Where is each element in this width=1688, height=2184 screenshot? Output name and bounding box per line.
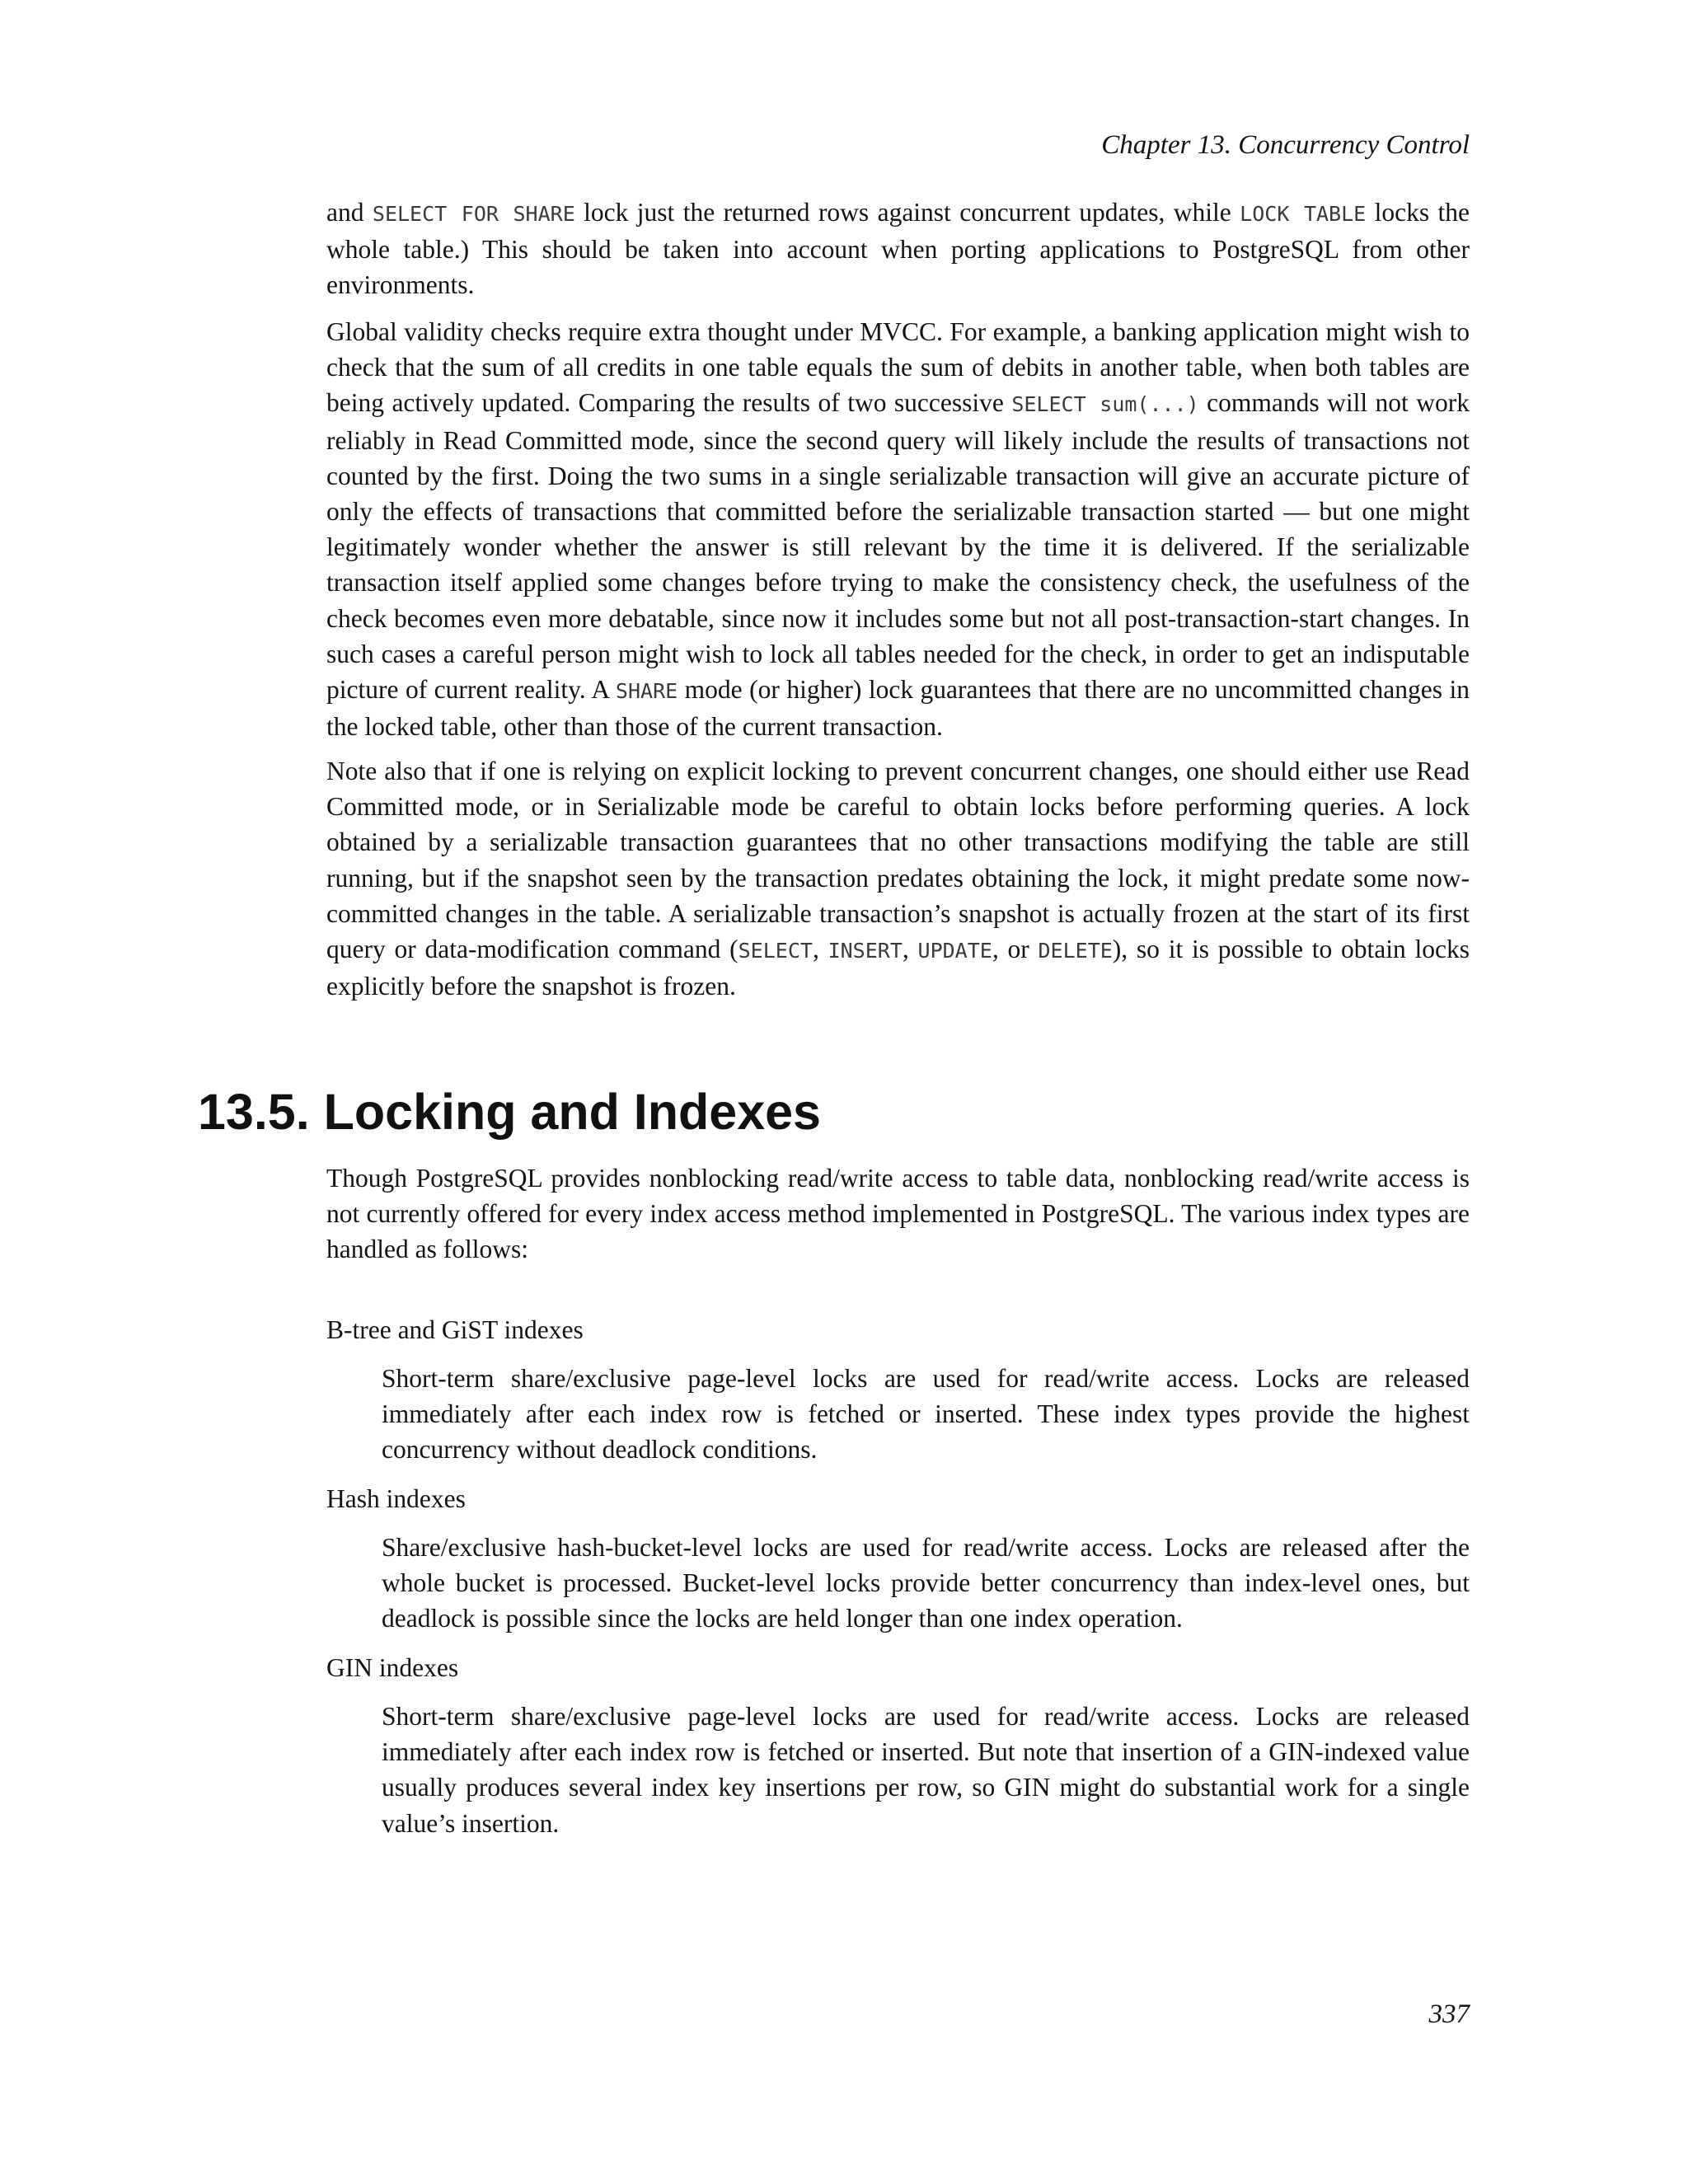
paragraph-continuation xyxy=(326,194,1470,303)
running-header: Chapter 13. Concurrency Control xyxy=(1101,130,1470,160)
page-number: 337 xyxy=(1428,1999,1470,2029)
section-intro: Though PostgreSQL provides nonblocking read/write access to table data, nonblocking read/write access is not currently offered for every index access method implemented in PostgreSQL. The various index types are handled as follows: xyxy=(326,1164,1470,1264)
text-run: and xyxy=(326,198,373,227)
term-hash: Hash indexes xyxy=(326,1484,466,1513)
section-title: 13.5. Locking and Indexes xyxy=(198,1084,821,1140)
text-run: commands will not work reliably in Read Committed mode, since the second query will likely include the results of transactions not counted by the first. Doing the two sums in a single serializable transaction will give an accurate picture of only the effects of transactions that committed before the serializable transaction started — but one might legitimately wonder whether the answer is still relevant by the time it is delivered. If the serializable transaction itself applied some changes before trying to make the consistency check, the usefulness of the check becomes even more debatable, since now it includes some but not all post-transaction-start changes. In such cases a careful person might wish to lock all tables needed for the check, in order to get an indisputable picture of current reality. A xyxy=(326,388,1470,705)
term-btree-gist: B-tree and GiST indexes xyxy=(326,1315,584,1344)
definition-hash: Share/exclusive hash-bucket-level locks are used for read/write access. Locks are released after the whole bucket is processed. Bucket-level locks provide better concurrency than index-level ones, but deadlock is possible since the locks are held longer than one index operation. xyxy=(382,1533,1470,1633)
definition-gin: Short-term share/exclusive page-level locks are used for read/write access. Locks are released immediately after each index row is fetched or inserted. But note that insertion of a GIN-indexed value usually produces several index key insertions per row, so GIN might do substantial work for a single value’s insertion. xyxy=(382,1702,1470,1838)
code-delete: DELETE xyxy=(1038,939,1113,963)
code-insert: INSERT xyxy=(828,939,903,963)
text-run: mode (or higher) lock guarantees that there are no uncommitted changes in the locked table, other than those of the current transaction. xyxy=(326,675,1470,742)
text-run: Global validity checks require extra thought under MVCC. For example, a banking application might wish to check that the sum of all credits in one table equals the sum of debits in another table, when both tables are being actively updated. Comparing the results of two successive xyxy=(326,317,1470,418)
text-run: Note also that if one is relying on explicit locking to prevent concurrent changes, one should either use Read Committed mode, or in Serializable mode be careful to obtain locks before performing queries. A lock obtained by a serializable transaction guarantees that no other transactions modifying the table are still running, but if the snapshot seen by the transaction predates obtaining the lock, it might predate some now-committed changes in the table. A serializable transaction’s snapshot is actually frozen at the start of its first query or data-modification command ( xyxy=(326,757,1470,964)
text-run: locks the whole table.) This should be taken into account when porting applications to PostgreSQL from other environments. xyxy=(326,198,1470,300)
text-run: , or xyxy=(992,935,1039,964)
code-lock-table: LOCK TABLE xyxy=(1240,202,1367,226)
paragraph-global-validity xyxy=(326,314,1470,744)
definition-btree-gist: Short-term share/exclusive page-level locks are used for read/write access. Locks are released immediately after each index row is fetched or inserted. These index types provide the highest concurrency without deadlock conditions. xyxy=(382,1364,1470,1465)
paragraph-explicit-locking xyxy=(326,753,1470,1004)
text-run: ), so it is possible to obtain locks explicitly before the snapshot is frozen. xyxy=(326,935,1470,1001)
code-select-sum: SELECT sum(...) xyxy=(1011,392,1199,417)
code-share: SHARE xyxy=(615,679,678,704)
text-run: , xyxy=(812,935,828,964)
code-select: SELECT xyxy=(738,939,813,963)
term-gin: GIN indexes xyxy=(326,1653,459,1682)
text-run: , xyxy=(902,935,918,964)
code-select-for-share: SELECT FOR SHARE xyxy=(372,202,575,226)
code-update: UPDATE xyxy=(917,939,992,963)
text-run: lock just the returned rows against concurrent updates, while xyxy=(574,198,1240,227)
